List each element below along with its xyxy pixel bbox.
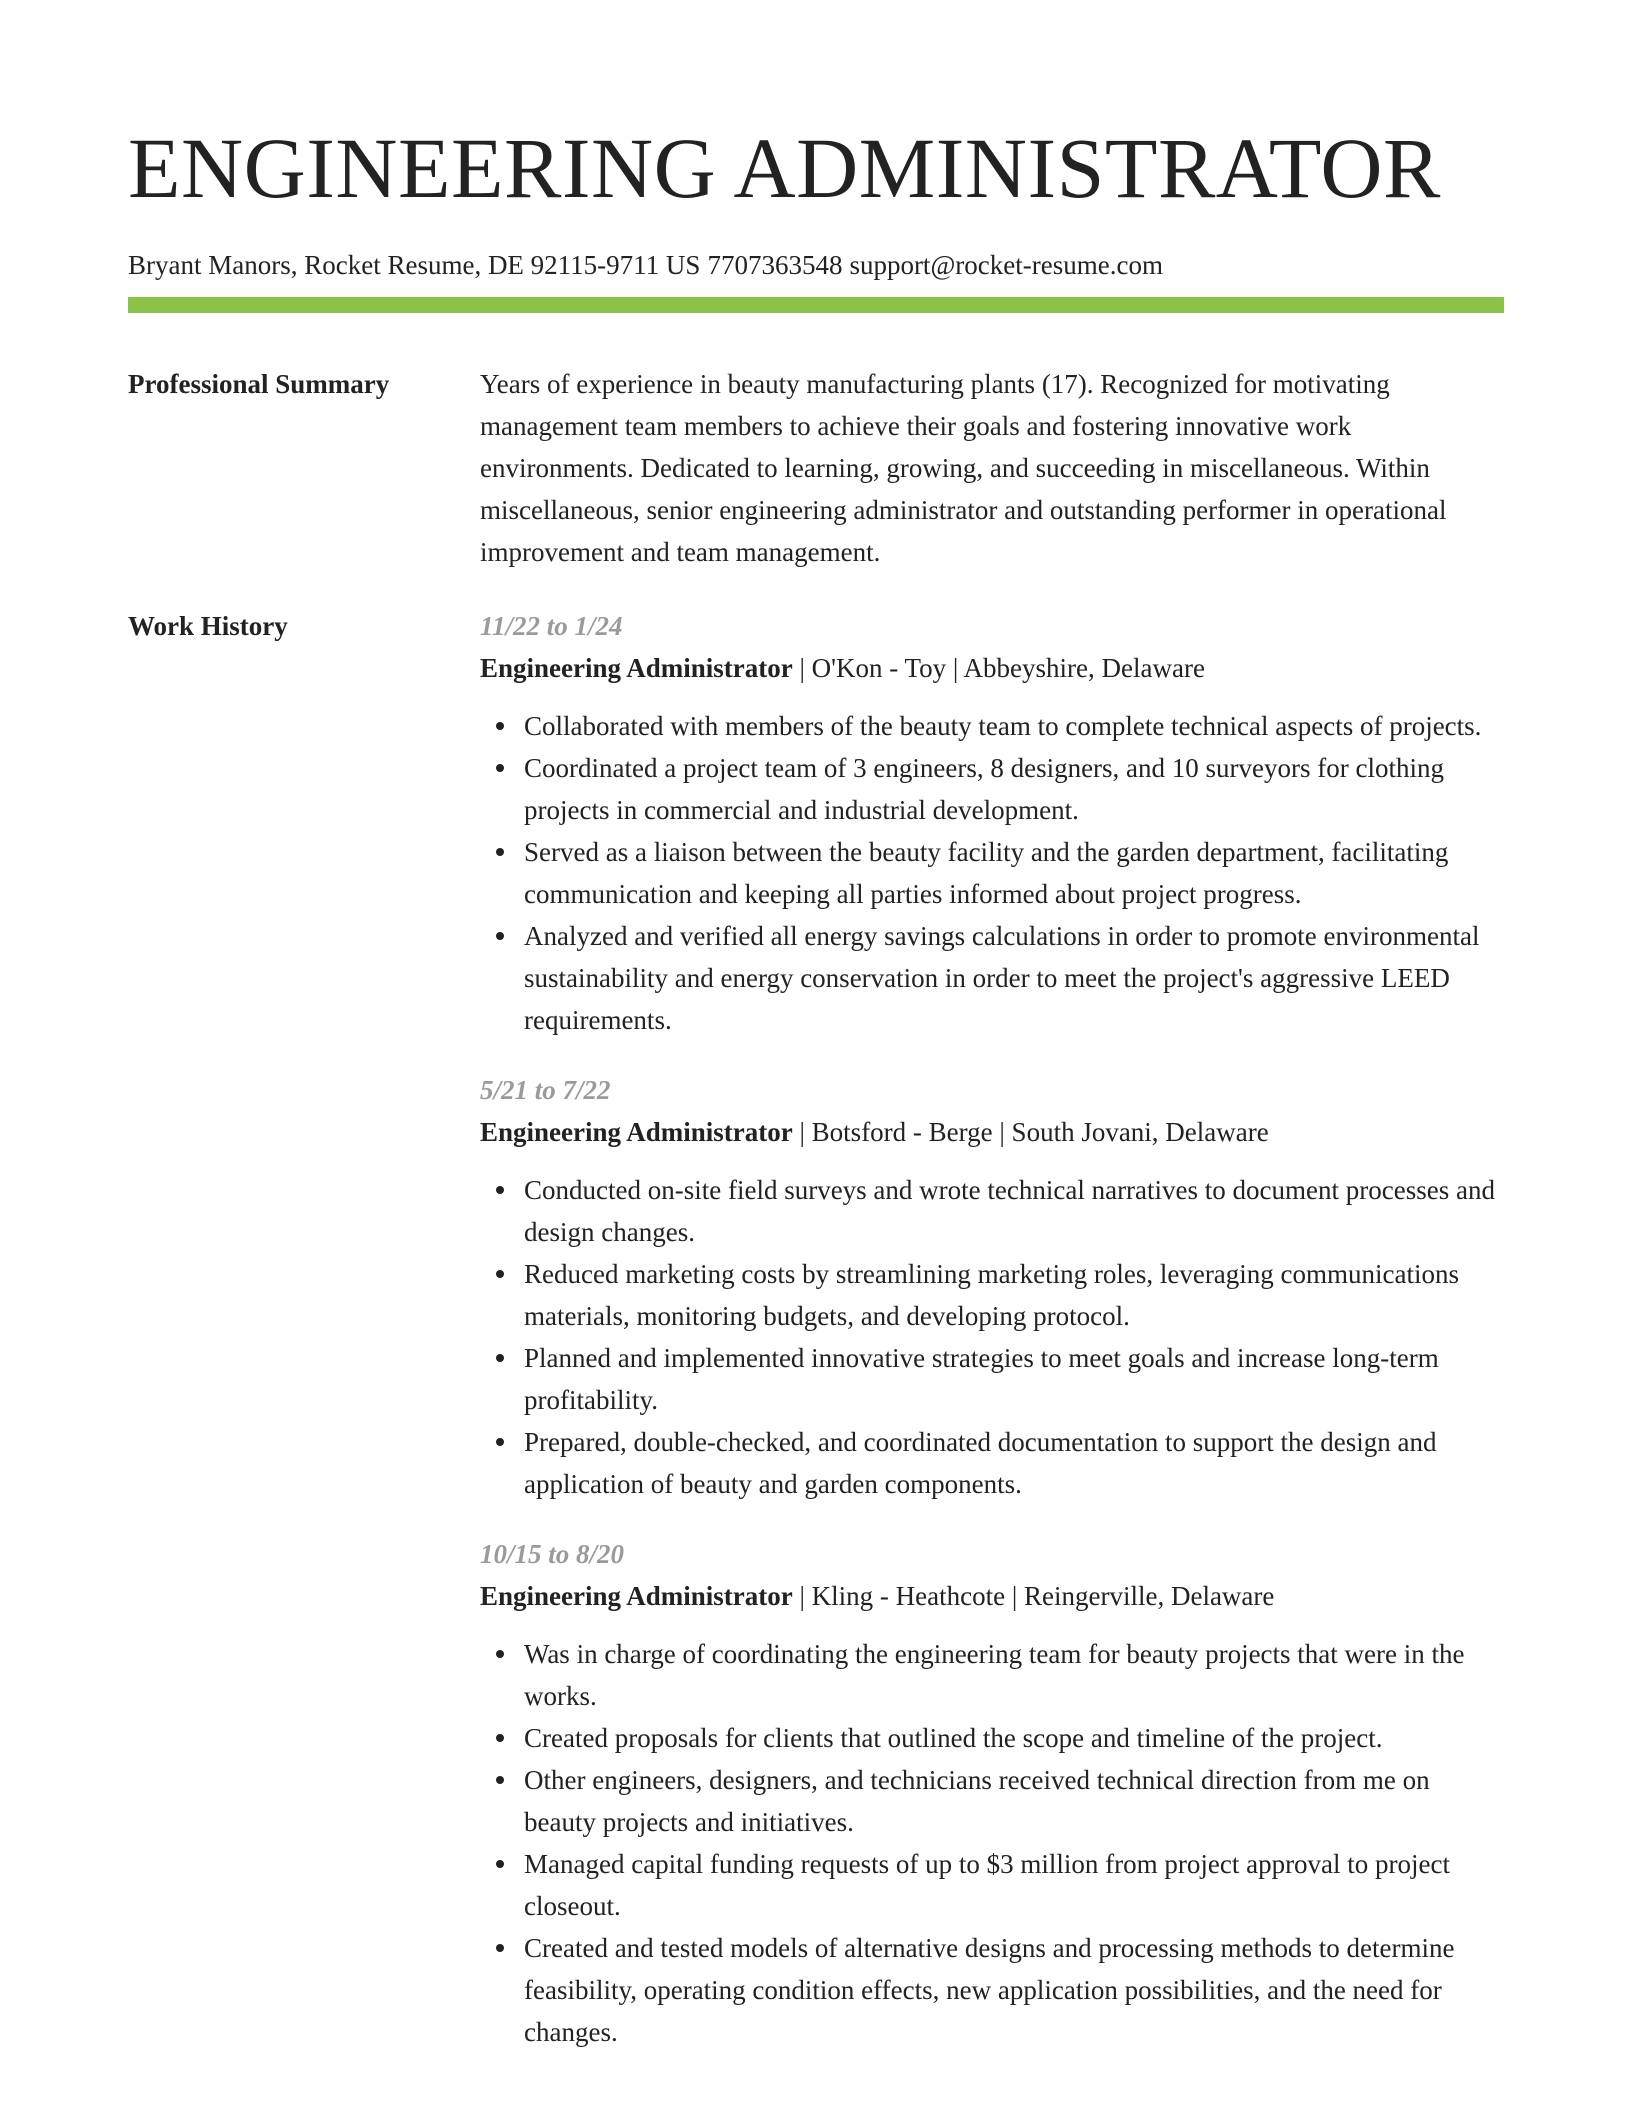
accent-divider [128, 297, 1504, 313]
work-history-section [128, 605, 1504, 2053]
job-title-line [480, 1575, 1504, 1617]
job-bullet: Planned and implemented innovative strategies to meet goals and increase long-term profitability. [524, 1337, 1504, 1421]
job-role: Engineering Administrator [480, 653, 793, 683]
job-bullet: Created proposals for clients that outlined the scope and timeline of the project. [524, 1717, 1504, 1759]
work-history-list [480, 605, 1504, 2053]
job-bullet: Other engineers, designers, and technicians received technical direction from me on beauty projects and initiatives. [524, 1759, 1504, 1843]
job-company-location: | Botsford - Berge | South Jovani, Delaware [792, 1117, 1269, 1147]
job-bullet: Analyzed and verified all energy savings calculations in order to promote environmental sustainability and energy conservation in order to meet the project's aggressive LEED requirements. [524, 915, 1504, 1041]
job-title-line [480, 1111, 1504, 1153]
job-entry [480, 1533, 1504, 2053]
summary-text: Years of experience in beauty manufacturing plants (17). Recognized for motivating management team members to achieve their goals and fostering innovative work environments. Dedicated to learning, growing, and succeeding in miscellaneous. Within miscellaneous, senior engineering administrator and outstanding performer in operational improvement and team management. [480, 369, 1447, 567]
job-bullets [480, 1169, 1504, 1505]
job-company-location: | O'Kon - Toy | Abbeyshire, Delaware [792, 653, 1205, 683]
job-role: Engineering Administrator [480, 1581, 793, 1611]
job-bullets [480, 705, 1504, 1041]
resume-title: ENGINEERING ADMINISTRATOR [128, 120, 1441, 216]
job-bullet: Managed capital funding requests of up to $3 million from project approval to project closeout. [524, 1843, 1504, 1927]
job-dates: 10/15 to 8/20 [480, 1539, 625, 1569]
job-bullets [480, 1633, 1504, 2053]
contact-email: support@rocket-resume.com [849, 250, 1163, 280]
professional-summary-section [128, 363, 1504, 573]
job-bullet: Was in charge of coordinating the engineering team for beauty projects that were in the works. [524, 1633, 1504, 1717]
job-bullet: Created and tested models of alternative designs and processing methods to determine feasibility, operating condition effects, new application possibilities, and the need for changes. [524, 1927, 1504, 2053]
job-bullet: Served as a liaison between the beauty facility and the garden department, facilitating communication and keeping all parties informed about project progress. [524, 831, 1504, 915]
job-dates: 11/22 to 1/24 [480, 611, 623, 641]
contact-phone: 7707363548 [707, 250, 843, 280]
job-dates: 5/21 to 7/22 [480, 1075, 611, 1105]
contact-address: Bryant Manors, Rocket Resume, DE 92115-9711 US [128, 250, 701, 280]
job-entry [480, 605, 1504, 1041]
job-bullet: Coordinated a project team of 3 engineers, 8 designers, and 10 surveyors for clothing projects in commercial and industrial development. [524, 747, 1504, 831]
job-bullet: Prepared, double-checked, and coordinated documentation to support the design and application of beauty and garden components. [524, 1421, 1504, 1505]
section-heading-summary: Professional Summary [128, 369, 390, 399]
job-entry [480, 1069, 1504, 1505]
resume-page [128, 118, 1504, 2053]
job-bullet: Reduced marketing costs by streamlining marketing roles, leveraging communications materials, monitoring budgets, and developing protocol. [524, 1253, 1504, 1337]
section-heading-work-history: Work History [128, 611, 288, 641]
job-role: Engineering Administrator [480, 1117, 793, 1147]
job-bullet: Conducted on-site field surveys and wrote technical narratives to document processes and design changes. [524, 1169, 1504, 1253]
contact-line [128, 248, 1504, 282]
job-bullet: Collaborated with members of the beauty team to complete technical aspects of projects. [524, 705, 1504, 747]
job-company-location: | Kling - Heathcote | Reingerville, Delaware [792, 1581, 1275, 1611]
job-title-line [480, 647, 1504, 689]
